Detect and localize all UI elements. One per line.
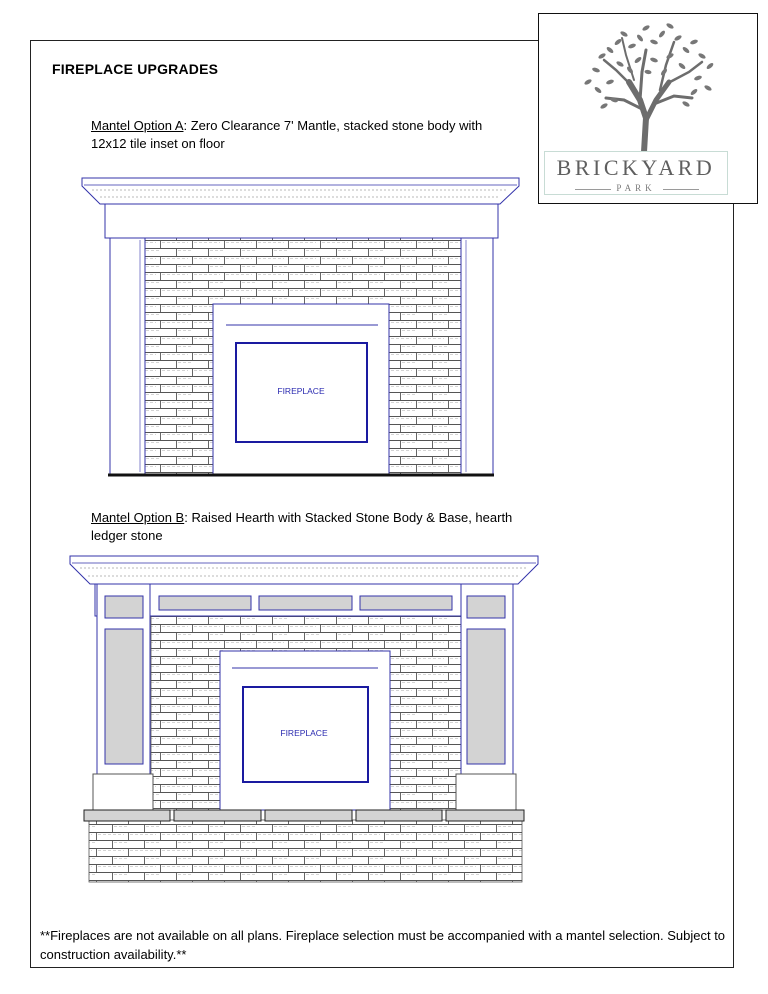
option-b-description: : Raised Hearth with Stacked Stone Body & Base, hearth ledger stone — [91, 510, 513, 543]
mantel-frieze — [105, 204, 498, 238]
option-a-label: Mantel Option A — [91, 118, 184, 133]
stone-base — [89, 820, 522, 882]
ledger-stone — [446, 810, 524, 821]
ledger-stone — [265, 810, 352, 821]
frieze-panel — [360, 596, 452, 610]
column-panel — [467, 629, 505, 764]
mantel-option-a-drawing — [82, 178, 519, 475]
fireplace-label: FIREPLACE — [277, 386, 325, 396]
page-title: FIREPLACE UPGRADES — [52, 61, 219, 77]
mantel-option-b-drawing — [70, 556, 538, 882]
fireplace-label: FIREPLACE — [280, 728, 328, 738]
frieze-panel — [259, 596, 352, 610]
ledger-stone — [84, 810, 170, 821]
column-panel — [467, 596, 505, 618]
column-base — [93, 774, 153, 810]
logo-sub: PARK — [616, 183, 656, 193]
ledger-stone — [174, 810, 261, 821]
mantel-shelf — [70, 556, 538, 584]
footnote: **Fireplaces are not available on all plans. Fireplace selection must be accompanied with a mantel selection. Subject to construction availability.** — [40, 928, 726, 962]
mantel-shelf — [82, 178, 519, 204]
column-panel — [105, 629, 143, 764]
column-panel — [105, 596, 143, 618]
option-b-label: Mantel Option B — [91, 510, 185, 525]
logo-name: BRICKYARD — [556, 155, 716, 180]
option-a-description: : Zero Clearance 7' Mantle, stacked stone body with 12x12 tile inset on floor — [91, 118, 483, 151]
column-base — [456, 774, 516, 810]
frieze-panel — [159, 596, 251, 610]
ledger-stone — [356, 810, 442, 821]
